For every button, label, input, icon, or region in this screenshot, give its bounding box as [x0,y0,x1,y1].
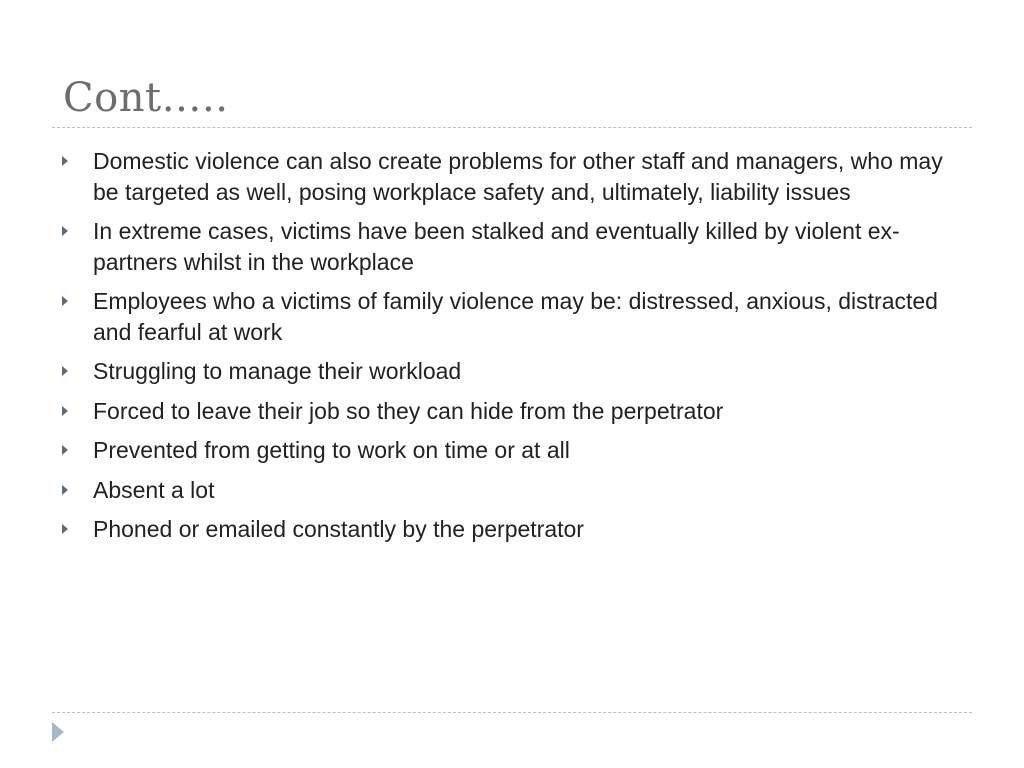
bullet-text: Struggling to manage their workload [93,358,462,384]
bullet-item [56,396,964,427]
triangle-bullet-icon [62,296,68,306]
triangle-corner-icon [52,722,64,742]
triangle-bullet-icon [62,226,68,236]
slide-title: Cont….. [63,75,229,121]
bullet-text: Absent a lot [93,476,215,503]
bullet-text: Domestic violence can also create problems for other staff and managers, who may be targeted as well, posing workplace safety and, ultimately, liability issues [93,148,943,205]
triangle-bullet-icon [62,524,68,534]
bullet-item [56,286,964,347]
bullet-text: Employees who a victims of family violence may be: distressed, anxious, distracted and fearful at work [93,288,938,345]
bullet-item [56,146,964,207]
triangle-bullet-icon [62,156,68,166]
bullet-text: Phoned or emailed constantly by the perpetrator [93,516,584,542]
triangle-bullet-icon [62,485,68,495]
triangle-bullet-icon [62,366,68,376]
bullet-text: In extreme cases, victims have been stalked and eventually killed by violent ex-partners whilst in the workplace [93,218,900,275]
bullet-text: Prevented from getting to work on time or at all [93,437,570,463]
footer-divider [52,712,972,713]
title-divider [52,127,972,128]
bullet-item [56,435,964,466]
bullet-item [56,475,964,506]
bullet-list [56,146,964,554]
bullet-item [56,216,964,277]
bullet-item [56,514,964,545]
triangle-bullet-icon [62,406,68,416]
triangle-bullet-icon [62,445,68,455]
bullet-item [56,356,964,387]
bullet-text: Forced to leave their job so they can hide from the perpetrator [93,397,724,424]
